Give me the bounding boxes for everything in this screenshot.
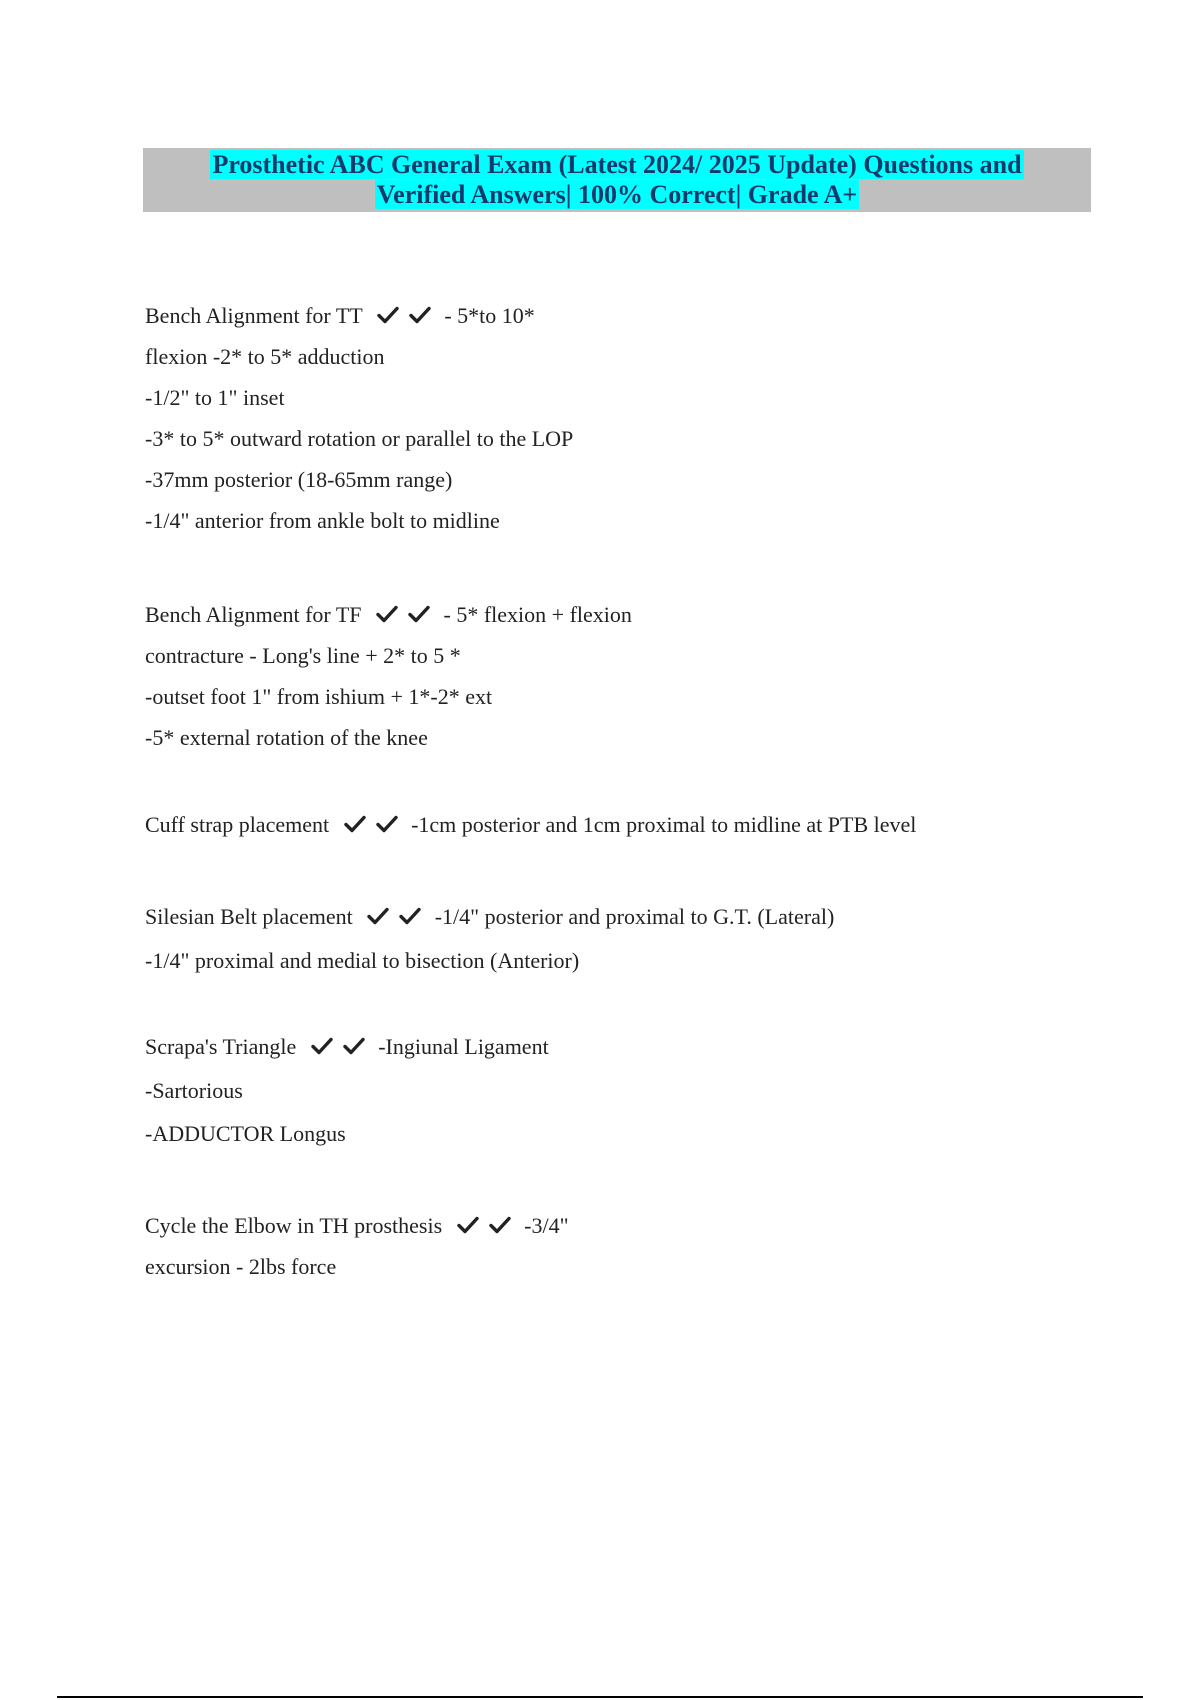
qa-item-cycle-elbow-th-prosthesis xyxy=(145,1205,1105,1287)
check-mark-icon xyxy=(311,1036,333,1056)
qa-first-line xyxy=(145,1025,1105,1069)
check-marks xyxy=(452,1205,516,1246)
check-mark-icon xyxy=(344,814,366,834)
check-mark-icon xyxy=(367,906,389,926)
answer-line: -ADDUCTOR Longus xyxy=(145,1121,346,1146)
check-mark-icon xyxy=(376,604,398,624)
answer-text: -3/4" xyxy=(524,1213,569,1238)
question-text: Silesian Belt placement xyxy=(145,904,353,929)
qa-first-line xyxy=(145,804,1105,845)
check-mark-icon xyxy=(377,305,399,325)
check-marks xyxy=(339,804,403,845)
question-text: Bench Alignment for TF xyxy=(145,602,362,627)
title-line-2: Verified Answers| 100% Correct| Grade A+ xyxy=(376,180,858,209)
question-text: Scrapa's Triangle xyxy=(145,1034,297,1059)
answer-line: flexion -2* to 5* adduction xyxy=(145,344,385,369)
check-mark-icon xyxy=(489,1215,511,1235)
qa-item-bench-alignment-tt xyxy=(145,295,1105,541)
question-text: Cuff strap placement xyxy=(145,812,330,837)
answer-line: -1/2" to 1" inset xyxy=(145,385,285,410)
answer-line: -37mm posterior (18-65mm range) xyxy=(145,467,453,492)
document-title-bar xyxy=(143,148,1091,212)
check-mark-icon xyxy=(399,906,421,926)
qa-item-scarpas-triangle xyxy=(145,1025,1105,1154)
answer-text: - 5*to 10* xyxy=(444,303,535,328)
check-mark-icon xyxy=(376,814,398,834)
qa-item-bench-alignment-tf xyxy=(145,594,1105,758)
check-marks xyxy=(372,295,436,336)
answer-text: -1cm posterior and 1cm proximal to midline at PTB level xyxy=(411,812,917,837)
question-text: Bench Alignment for TT xyxy=(145,303,363,328)
qa-first-line xyxy=(145,594,1105,635)
answer-text: -1/4" posterior and proximal to G.T. (Lateral) xyxy=(434,904,835,929)
answer-line: -3* to 5* outward rotation or parallel to the LOP xyxy=(145,426,574,451)
check-marks xyxy=(306,1025,370,1069)
check-mark-icon xyxy=(457,1215,479,1235)
answer-line: -5* external rotation of the knee xyxy=(145,725,428,750)
title-line-1: Prosthetic ABC General Exam (Latest 2024/ 2025 Update) Questions and xyxy=(212,150,1022,179)
qa-item-cuff-strap-placement xyxy=(145,804,1105,845)
check-mark-icon xyxy=(343,1036,365,1056)
qa-first-line xyxy=(145,895,1105,939)
check-marks xyxy=(362,895,426,939)
answer-line: -outset foot 1" from ishium + 1*-2* ext xyxy=(145,684,493,709)
qa-first-line xyxy=(145,295,1105,336)
answer-line: -Sartorious xyxy=(145,1078,243,1103)
page-footer-rule xyxy=(57,1696,1143,1698)
check-mark-icon xyxy=(409,305,431,325)
answer-text: - 5* flexion + flexion xyxy=(443,602,632,627)
document-title xyxy=(167,150,1067,210)
qa-first-line xyxy=(145,1205,1105,1246)
check-mark-icon xyxy=(408,604,430,624)
check-marks xyxy=(371,594,435,635)
answer-line: excursion - 2lbs force xyxy=(145,1254,337,1279)
qa-item-silesian-belt-placement xyxy=(145,895,1105,983)
answer-line: -1/4" anterior from ankle bolt to midline xyxy=(145,508,500,533)
answer-text: -Ingiunal Ligament xyxy=(378,1034,549,1059)
answer-line: contracture - Long's line + 2* to 5 * xyxy=(145,643,461,668)
answer-line: -1/4" proximal and medial to bisection (Anterior) xyxy=(145,948,580,973)
question-text: Cycle the Elbow in TH prosthesis xyxy=(145,1213,443,1238)
